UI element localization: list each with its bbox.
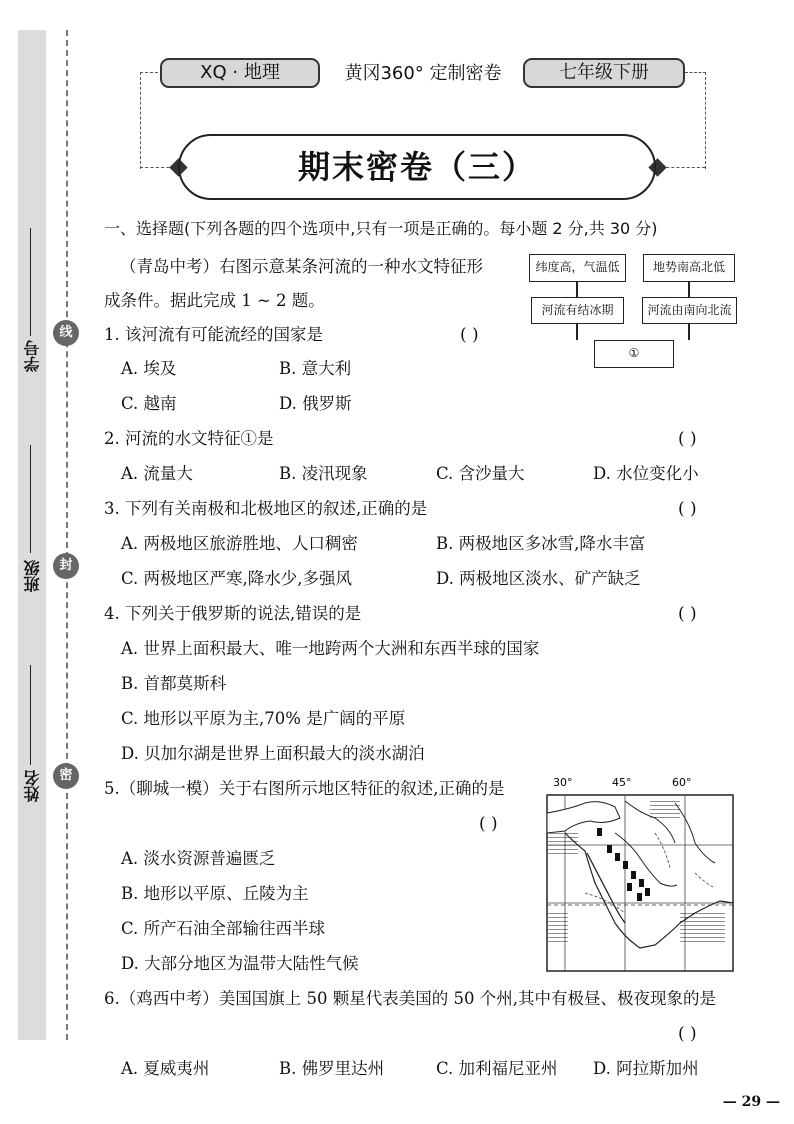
q5-option-a[interactable]: A. 淡水资源普遍匮乏	[121, 849, 276, 868]
binding-strip	[18, 30, 46, 1040]
q4-option-c[interactable]: C. 地形以平原为主,70% 是广阔的平原	[121, 709, 406, 728]
q2-option-b[interactable]: B. 凌汛现象	[279, 464, 368, 483]
seal-secret-mark: 密	[53, 763, 79, 789]
q2-option-d[interactable]: D. 水位变化小	[593, 464, 699, 483]
subject-badge: XQ · 地理	[160, 58, 320, 88]
name-label: 姓名	[22, 770, 42, 802]
q3-option-c[interactable]: C. 两极地区严寒,降水少,多强风	[121, 569, 353, 588]
lon-label-60: 60°	[672, 776, 692, 789]
q6-option-c[interactable]: C. 加利福尼亚州	[436, 1059, 558, 1078]
question-5-answer-box[interactable]: ( )	[479, 814, 498, 834]
flow-result-box: ①	[594, 340, 674, 368]
cut-line	[66, 30, 68, 1040]
seal-line-mark: 线	[53, 320, 79, 346]
flow-arrow-1	[576, 282, 578, 297]
class-blank[interactable]	[30, 445, 31, 553]
flow-box-freeze: 河流有结冰期	[531, 297, 624, 324]
q6-option-b[interactable]: B. 佛罗里达州	[279, 1059, 385, 1078]
question-6-answer-box[interactable]: ( )	[678, 1024, 697, 1044]
q4-option-a[interactable]: A. 世界上面积最大、唯一地跨两个大洲和东西半球的国家	[121, 639, 540, 658]
middle-east-map	[545, 773, 741, 973]
question-4-stem: 4. 下列关于俄罗斯的说法,错误的是	[104, 604, 362, 623]
q5-option-d[interactable]: D. 大部分地区为温带大陆性气候	[121, 954, 359, 973]
question-1-answer-box[interactable]: ( )	[460, 325, 479, 345]
section-heading: 一、选择题(下列各题的四个选项中,只有一项是正确的。每小题 2 分,共 30 分)	[104, 219, 658, 238]
flow-connector-right	[688, 324, 690, 340]
student-id-blank[interactable]	[30, 228, 31, 336]
exam-title: 期末密卷（三）	[178, 134, 656, 200]
q1-option-d[interactable]: D. 俄罗斯	[279, 394, 352, 413]
q5-option-b[interactable]: B. 地形以平原、丘陵为主	[121, 884, 309, 903]
q4-option-b[interactable]: B. 首都莫斯科	[121, 674, 227, 693]
question-2-stem: 2. 河流的水文特征①是	[104, 429, 274, 448]
series-title: 黄冈360° 定制密卷	[344, 63, 502, 84]
question-2-answer-box[interactable]: ( )	[678, 429, 697, 449]
q4-option-d[interactable]: D. 贝加尔湖是世界上面积最大的淡水湖泊	[121, 744, 425, 763]
seal-seal-mark: 封	[53, 553, 79, 579]
header-frame-left	[140, 72, 163, 169]
intro-line-2: 成条件。据此完成 1 ~ 2 题。	[104, 291, 325, 310]
question-4-answer-box[interactable]: ( )	[678, 604, 697, 624]
name-blank[interactable]	[30, 665, 31, 765]
flow-arrow-2	[688, 282, 690, 297]
flow-connector-left	[576, 324, 578, 340]
flow-box-direction: 河流由南向北流	[642, 297, 737, 324]
student-id-label: 学号	[22, 340, 42, 372]
q1-option-c[interactable]: C. 越南	[121, 394, 177, 413]
grade-badge: 七年级下册	[523, 58, 685, 88]
q6-option-a[interactable]: A. 夏威夷州	[121, 1059, 210, 1078]
question-3-stem: 3. 下列有关南极和北极地区的叙述,正确的是	[104, 499, 428, 518]
header-frame-right	[685, 72, 706, 169]
q3-option-a[interactable]: A. 两极地区旅游胜地、人口稠密	[121, 534, 358, 553]
page-number: — 29 —	[722, 1094, 780, 1110]
q2-option-c[interactable]: C. 含沙量大	[436, 464, 525, 483]
q5-option-c[interactable]: C. 所产石油全部输往西半球	[121, 919, 326, 938]
q3-option-d[interactable]: D. 两极地区淡水、矿产缺乏	[436, 569, 641, 588]
flow-box-terrain: 地势南高北低	[643, 254, 735, 282]
class-label: 班级	[22, 560, 42, 592]
flow-box-latitude: 纬度高，气温低	[529, 254, 626, 282]
q6-option-d[interactable]: D. 阿拉斯加州	[593, 1059, 699, 1078]
q2-option-a[interactable]: A. 流量大	[121, 464, 193, 483]
q3-option-b[interactable]: B. 两极地区多冰雪,降水丰富	[436, 534, 646, 553]
question-6-stem: 6.（鸡西中考）美国国旗上 50 颗星代表美国的 50 个州,其中有极昼、极夜现象的是	[104, 989, 716, 1008]
intro-line-1: （青岛中考）右图示意某条河流的一种水文特征形	[120, 257, 483, 276]
q1-option-b[interactable]: B. 意大利	[279, 359, 352, 378]
lon-label-45: 45°	[612, 776, 632, 789]
question-1-stem: 1. 该河流有可能流经的国家是	[104, 325, 323, 344]
question-3-answer-box[interactable]: ( )	[678, 499, 697, 519]
lon-label-30: 30°	[553, 776, 573, 789]
q1-option-a[interactable]: A. 埃及	[121, 359, 177, 378]
question-5-stem: 5.（聊城一模）关于右图所示地区特征的叙述,正确的是	[104, 779, 505, 798]
